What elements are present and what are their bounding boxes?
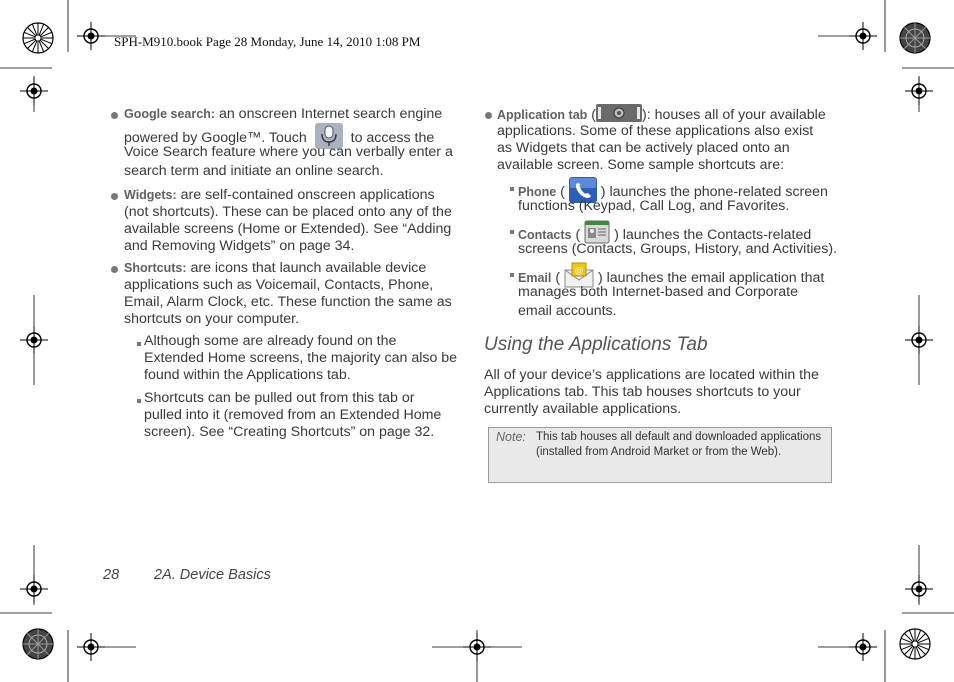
apptab-line-4: available screen. Some sample shortcuts are: xyxy=(497,157,785,173)
page-number: 28 xyxy=(103,567,120,583)
google-line-2: powered by Google™. Touch to access the xyxy=(124,125,434,151)
email-line-1: Email ( @ ) launches the email application that xyxy=(518,265,824,291)
email-line-2: manages both Internet-based and Corporate xyxy=(518,284,798,300)
sub2-line-2: pulled into it (removed from an Extended Home xyxy=(144,407,442,423)
para-line-2: Applications tab. This tab houses shortcuts to your xyxy=(484,384,801,400)
page-header: SPH-M910.book Page 28 Monday, June 14, 2010 1:08 PM xyxy=(114,34,421,49)
widgets-label: Widgets: xyxy=(124,188,177,202)
section-title: Using the Applications Tab xyxy=(484,334,708,355)
contacts-line-1: Contacts ( ) launches the Contacts-related xyxy=(518,222,811,248)
svg-text:@: @ xyxy=(574,266,584,276)
color-target-icon xyxy=(900,629,930,659)
widgets-line-1: Widgets: are self-contained onscreen applications xyxy=(124,187,435,203)
shortcuts-line-2: applications such as Voicemail, Contacts, Phone, xyxy=(124,277,434,293)
shortcuts-line-3: Email, Alarm Clock, etc. These function the same as xyxy=(124,294,452,310)
email-line-3: email accounts. xyxy=(518,303,617,319)
phone-line-2: functions (Keypad, Call Log, and Favorites. xyxy=(518,198,790,214)
widgets-line-2: (not shortcuts). These can be placed onto any of the xyxy=(124,204,452,220)
note-label: Note: xyxy=(496,430,526,444)
shortcuts-line-1: Shortcuts: are icons that launch available device xyxy=(124,260,427,276)
application-tab-label: Application tab xyxy=(497,107,588,122)
google-line-1: Google search: an onscreen Internet search engine xyxy=(124,106,443,122)
apptab-line-3: as Widgets that can be actively placed onto an xyxy=(497,140,790,156)
apptab-line-2: applications. Some of these applications also exist xyxy=(497,123,814,139)
color-target-icon xyxy=(900,23,930,53)
shortcuts-line-4: shortcuts on your computer. xyxy=(124,311,300,327)
apptab-line-1: Application tab ( ): houses all of your available xyxy=(497,106,826,124)
sub2-line-3: screen). See “Creating Shortcuts” on page 32. xyxy=(144,424,435,440)
google-line-3: Voice Search feature where you can verbally enter a xyxy=(124,144,453,160)
footer-section: 2A. Device Basics xyxy=(154,567,271,583)
sub1-line-3: found within the Applications tab. xyxy=(144,367,351,383)
contacts-line-2: screens (Contacts, Groups, History, and Activities). xyxy=(518,241,838,257)
contacts-label: Contacts xyxy=(518,227,572,242)
phone-line-1: Phone ( ) launches the phone-related screen xyxy=(518,179,828,205)
note-text: This tab houses all default and downloaded applications (installed from Android Market or from the Web). xyxy=(536,431,822,458)
sub1-line-1: Although some are already found on the xyxy=(144,333,397,349)
widgets-line-4: and Removing Widgets” on page 34. xyxy=(124,238,355,254)
color-target-icon xyxy=(23,23,53,53)
google-search-label: Google search: xyxy=(124,107,215,121)
para-line-1: All of your device’s applications are located within the xyxy=(484,367,819,383)
widgets-line-3: available screens (Home or Extended). See “Adding xyxy=(124,221,452,237)
sub2-line-1: Shortcuts can be pulled out from this tab or xyxy=(144,390,415,406)
para-line-3: currently available applications. xyxy=(484,401,682,417)
email-label: Email xyxy=(518,270,552,285)
google-line-4: search term and initiate an online search. xyxy=(124,163,384,179)
phone-label: Phone xyxy=(518,184,557,199)
shortcuts-label: Shortcuts: xyxy=(124,261,187,275)
sub1-line-2: Extended Home screens, the majority can also be xyxy=(144,350,458,366)
color-target-icon xyxy=(23,629,53,659)
